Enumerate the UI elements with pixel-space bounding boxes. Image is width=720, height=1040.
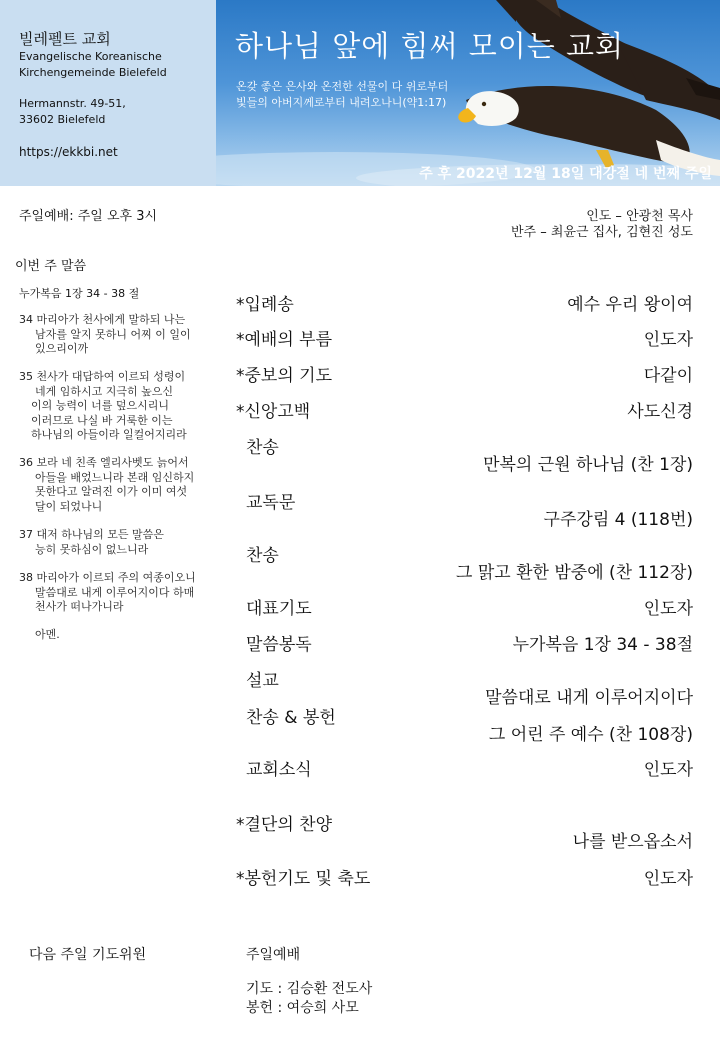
order-item-value: 나를 받으옵소서 <box>572 832 693 852</box>
next-week-offering: 봉헌 : 여승희 사모 <box>246 1000 359 1016</box>
order-item-value: 말씀대로 내게 이루어지이다 <box>485 688 693 708</box>
banner-subtitle-line1: 온갖 좋은 은사와 온전한 선물이 다 위로부터 <box>236 80 449 93</box>
address-city: 33602 Bielefeld <box>19 113 106 126</box>
order-item-name: *결단의 찬양 <box>236 815 333 835</box>
order-item-name: *중보의 기도 <box>236 366 333 386</box>
address-street: Hermannstr. 49-51, <box>19 97 126 110</box>
banner-subtitle-line2: 빛들의 아버지께로부터 내려오나니(약1:17) <box>236 96 447 109</box>
order-item-value: 인도자 <box>643 760 693 780</box>
service-accompaniment: 반주 – 최윤근 집사, 김현진 성도 <box>511 225 693 240</box>
website-link[interactable]: https://ekkbi.net <box>19 145 118 159</box>
service-time: 주일예배: 주일 오후 3시 <box>19 209 158 224</box>
banner-title: 하나님 앞에 힘써 모이는 교회 <box>235 29 625 63</box>
next-week-heading: 다음 주일 기도위원 <box>29 947 147 963</box>
order-item-name: 찬송 <box>246 546 279 566</box>
order-item-name: 교독문 <box>246 493 296 513</box>
next-week-prayer: 기도 : 김승환 전도사 <box>246 981 373 997</box>
verse-37: 37 대저 하나님의 모든 말씀은 능히 못하심이 없느니라 <box>19 528 164 556</box>
verse-34: 34 마리아가 천사에게 말하되 나는 남자를 알지 못하니 어찌 이 일이 있으리이까 <box>19 313 191 355</box>
scripture-heading: 이번 주 말씀 <box>15 259 87 274</box>
order-item-name: 말씀봉독 <box>246 635 312 655</box>
order-item-name: 교회소식 <box>246 760 312 780</box>
verse-35: 35 천사가 대답하여 이르되 성령이 네게 임하시고 지극히 높으신 이의 능력이 너를 덮으시리니 이러므로 나실 바 거룩한 이는 하나님의 아들이라 일컬어지리라 <box>19 370 187 441</box>
order-item-value: 그 어린 주 예수 (찬 108장) <box>488 725 693 745</box>
verse-36: 36 보라 네 친족 엘리사벳도 늙어서 아들을 배었느니라 본래 임신하지 못한다고 알려진 이가 이미 여섯 달이 되었나니 <box>19 456 195 513</box>
order-item-name: *입례송 <box>236 295 294 315</box>
order-item-value: 사도신경 <box>627 402 693 422</box>
order-item-name: 설교 <box>246 671 279 691</box>
order-item-name: *봉헌기도 및 축도 <box>236 869 371 889</box>
scripture-reference: 누가복음 1장 34 - 38 절 <box>19 287 140 300</box>
church-info-panel <box>0 0 216 186</box>
order-item-value: 인도자 <box>643 869 693 889</box>
order-item-value: 인도자 <box>643 599 693 619</box>
church-name: 빌레펠트 교회 <box>19 30 111 48</box>
org-name-line1: Evangelische Koreanische <box>19 50 162 63</box>
order-item-value: 누가복음 1장 34 - 38절 <box>512 635 693 655</box>
order-item-value: 구주강림 4 (118번) <box>543 510 693 530</box>
order-item-value: 만복의 근원 하나님 (찬 1장) <box>483 455 693 475</box>
service-leader: 인도 – 안광천 목사 <box>586 209 693 224</box>
org-name-line2: Kirchengemeinde Bielefeld <box>19 66 167 79</box>
order-item-value: 인도자 <box>643 330 693 350</box>
order-item-name: *예배의 부름 <box>236 330 333 350</box>
order-item-name: 찬송 <box>246 438 279 458</box>
order-item-value: 다같이 <box>643 366 693 386</box>
next-week-service: 주일예배 <box>246 947 301 963</box>
order-item-value: 예수 우리 왕이여 <box>567 295 693 315</box>
order-item-name: *신앙고백 <box>236 402 311 422</box>
order-item-name: 대표기도 <box>246 599 312 619</box>
service-date: 주 후 2022년 12월 18일 대강절 네 번째 주일 <box>419 166 712 182</box>
order-item-value: 그 맑고 환한 밤중에 (찬 112장) <box>456 563 693 583</box>
verse-38: 38 마리아가 이르되 주의 여종이오니 말씀대로 내게 이루어지이다 하매 천사가 떠나가니라 <box>19 571 196 613</box>
order-item-name: 찬송 & 봉헌 <box>246 708 336 728</box>
amen: 아멘. <box>35 628 60 641</box>
